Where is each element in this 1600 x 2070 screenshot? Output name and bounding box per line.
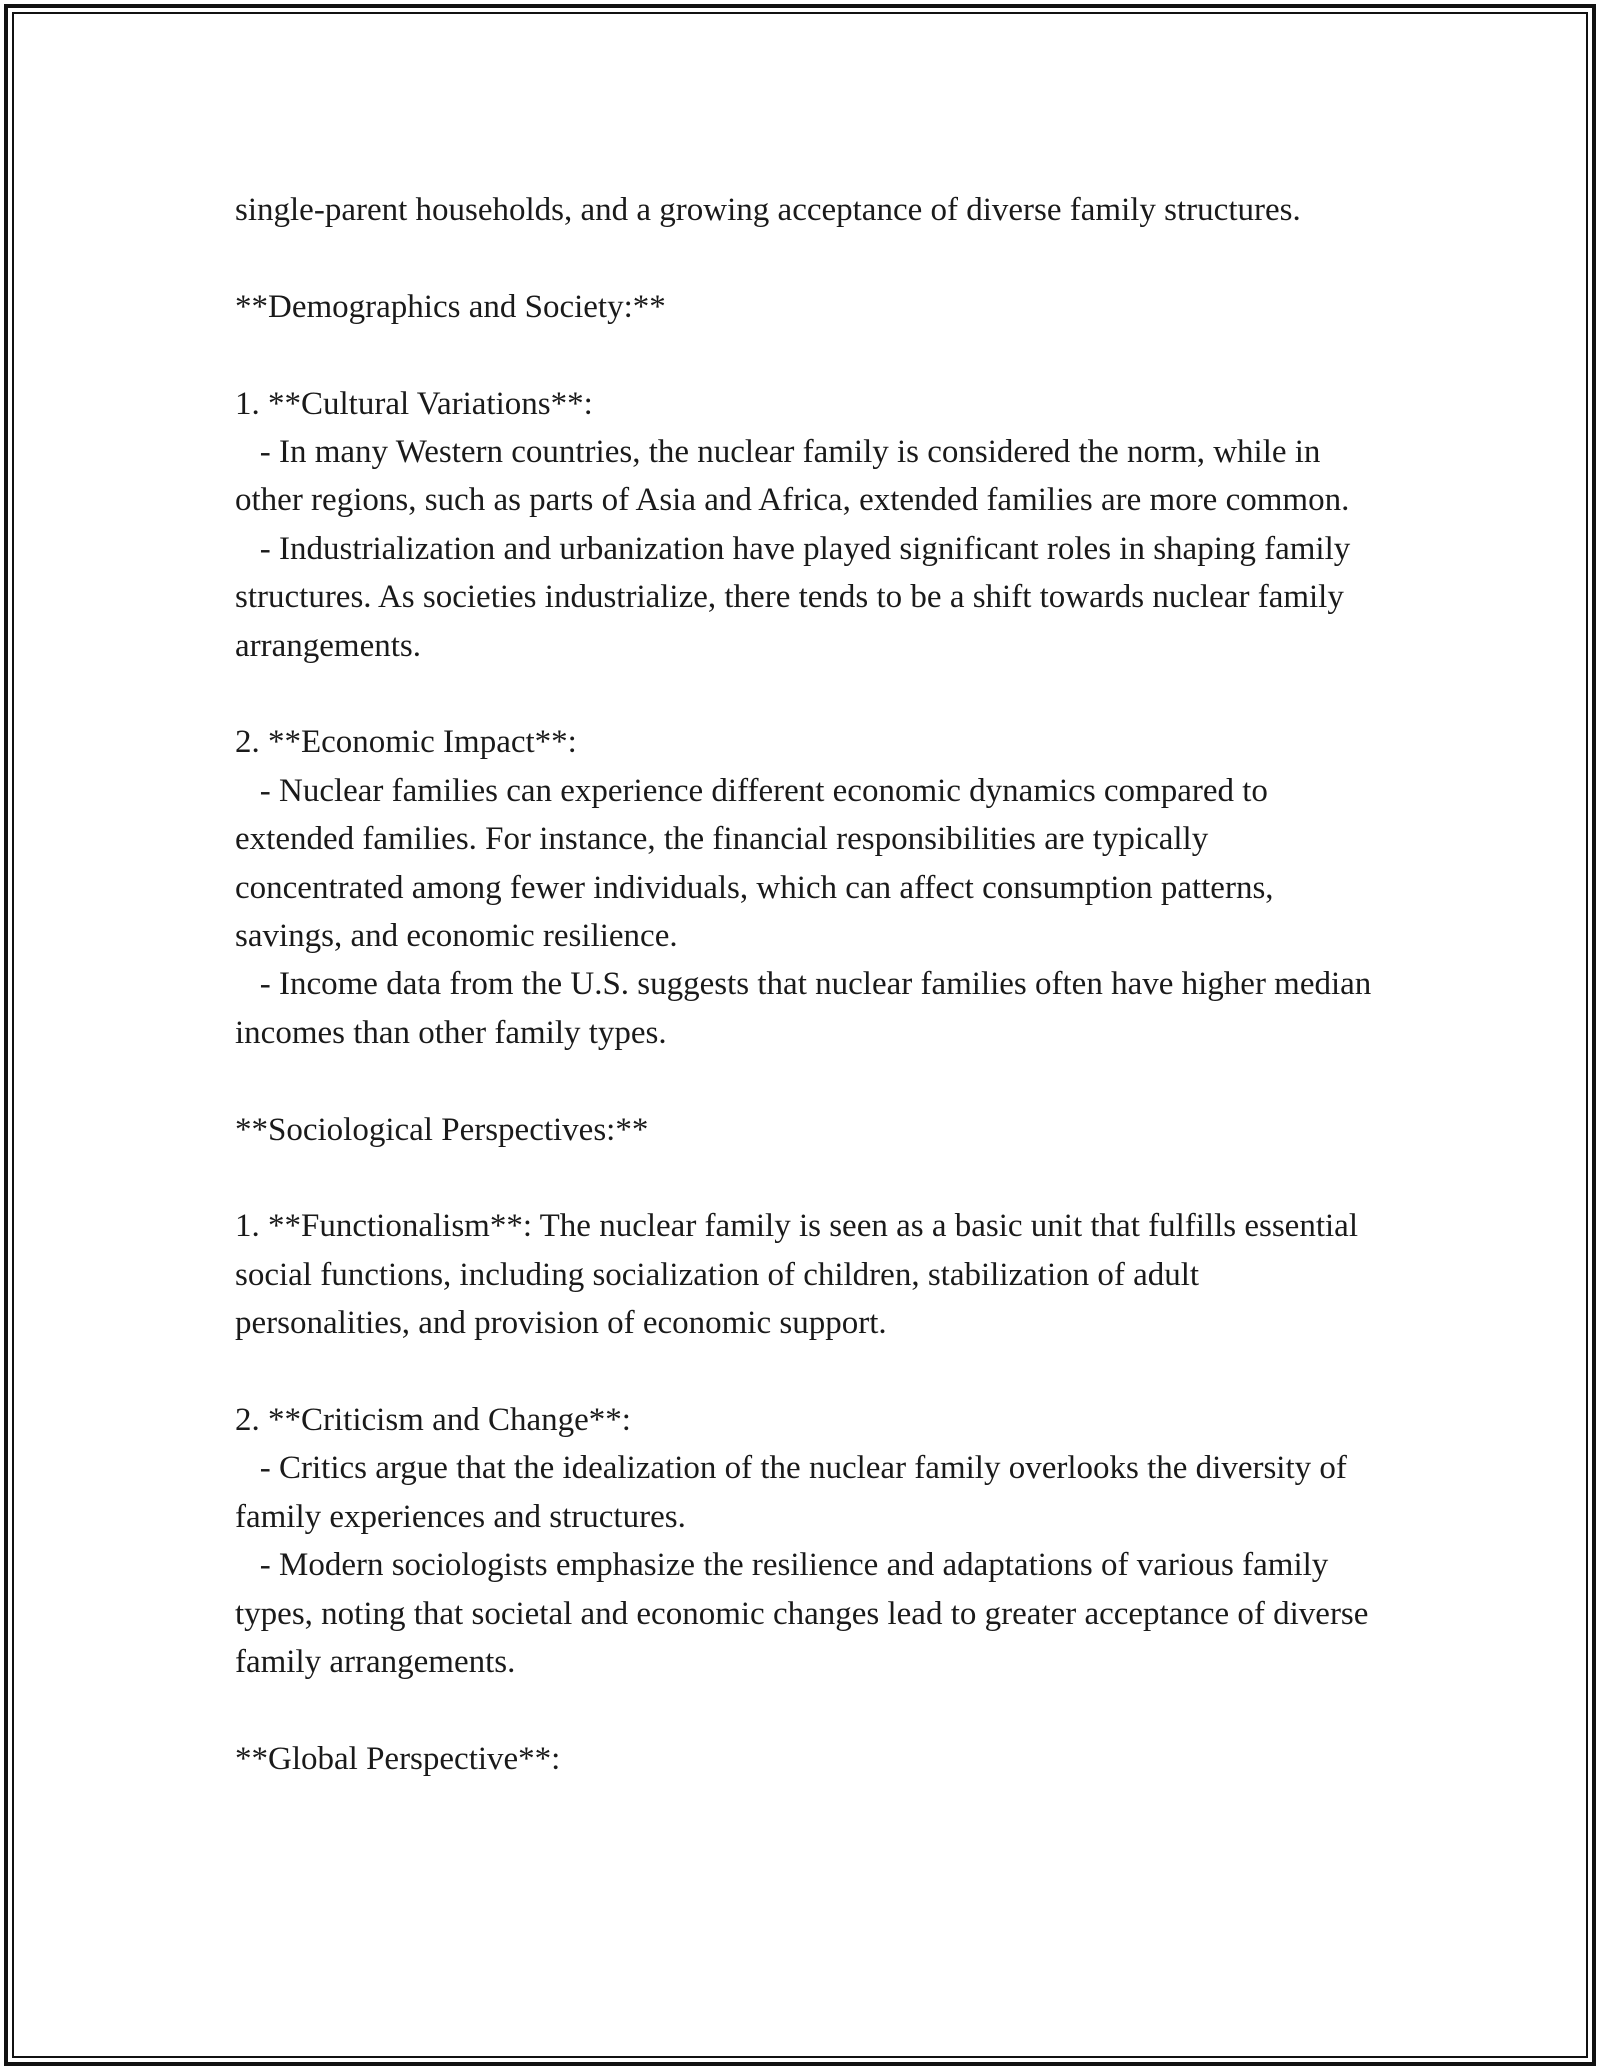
blank-line xyxy=(235,670,1375,718)
document-body xyxy=(235,186,1380,1783)
paragraph: 1. **Cultural Variations**: xyxy=(235,385,593,422)
blank-line xyxy=(235,1348,1375,1396)
paragraph: - Nuclear families can experience different economic dynamics compared to extended families. For instance, the financial responsibilities are typically concentrated among fewer individuals, which can affect consumption patterns, savings, and economic resilience. xyxy=(235,772,1282,955)
paragraph: - Industrialization and urbanization have played significant roles in shaping family structures. As societies industrialize, there tends to be a shift towards nuclear family arrangements. xyxy=(235,530,1359,664)
section-heading: **Global Perspective**: xyxy=(235,1740,561,1777)
paragraph: - In many Western countries, the nuclear family is considered the norm, while in other regions, such as parts of Asia and Africa, extended families are more common. xyxy=(235,434,1350,519)
paragraph: single-parent households, and a growing acceptance of diverse family structures. xyxy=(235,192,1301,228)
paragraph: - Income data from the U.S. suggests that nuclear families often have higher median incomes than other family types. xyxy=(235,966,1380,1051)
blank-line xyxy=(235,234,1375,282)
paragraph: 2. **Criticism and Change**: xyxy=(235,1402,631,1439)
paragraph: - Modern sociologists emphasize the resilience and adaptations of various family types, noting that societal and economic changes lead to greater acceptance of diverse family arrangements. xyxy=(235,1547,1377,1681)
paragraph: 2. **Economic Impact**: xyxy=(235,724,577,761)
paragraph: 1. **Functionalism**: The nuclear family is seen as a basic unit that fulfills essential social functions, including socialization of children, stabilization of adult personalities, and provision of economic support. xyxy=(235,1208,1367,1342)
blank-line xyxy=(235,1057,1375,1105)
blank-line xyxy=(235,1154,1375,1202)
blank-line xyxy=(235,331,1375,379)
section-heading: **Demographics and Society:** xyxy=(235,288,666,325)
section-heading: **Sociological Perspectives:** xyxy=(235,1111,649,1148)
paragraph: - Critics argue that the idealization of the nuclear family overlooks the diversity of family experiences and structures. xyxy=(235,1450,1356,1535)
blank-line xyxy=(235,1687,1375,1735)
